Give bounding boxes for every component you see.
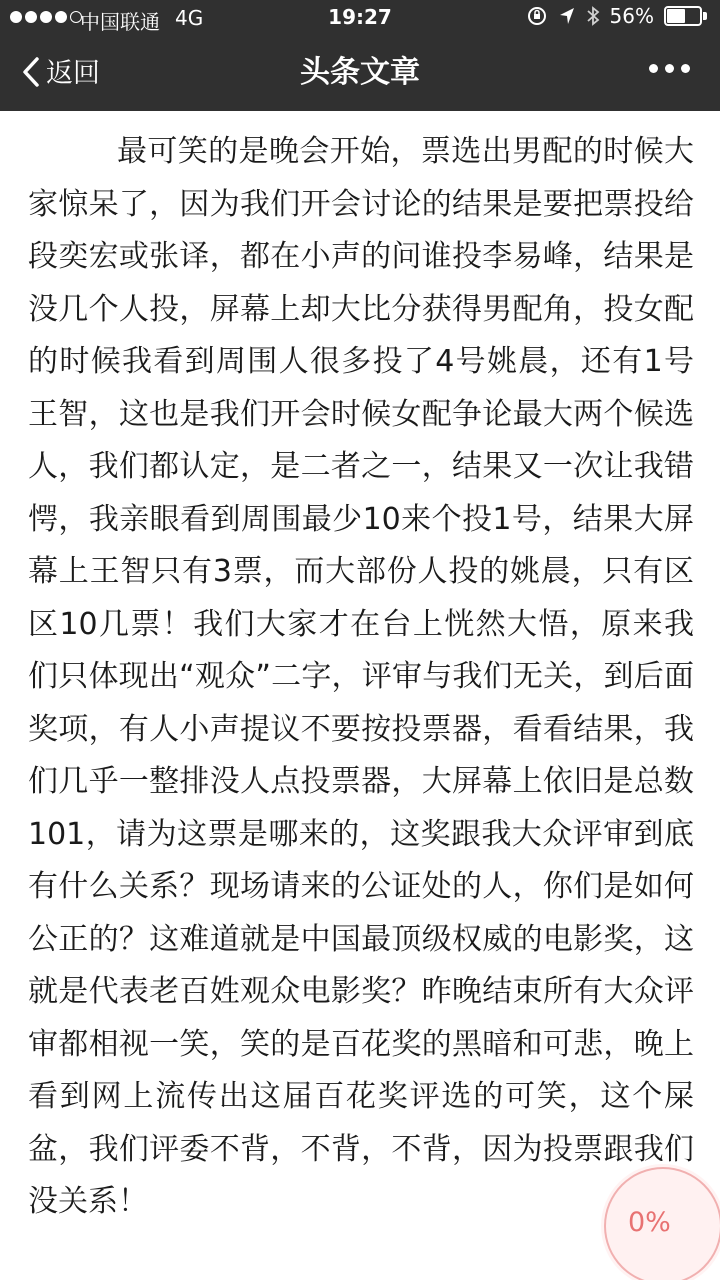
progress-bubble[interactable] [604, 1167, 720, 1280]
status-bar [0, 0, 720, 38]
bluetooth-icon [586, 5, 600, 27]
location-arrow-icon [558, 6, 576, 26]
battery-percent: 56% [609, 4, 654, 28]
navigation-bar [0, 38, 720, 111]
page-title: 头条文章 [300, 55, 420, 90]
back-label: 返回 [46, 58, 100, 89]
top-bar [0, 0, 720, 111]
article-content [28, 126, 694, 1229]
battery-icon [664, 6, 708, 26]
more-dots-icon[interactable] [649, 64, 690, 73]
article-body: 最可笑的是晚会开始，票选出男配的时候大家惊呆了，因为我们开会讨论的结果是要把票投给段奕宏或张译，都在小声的问谁投李易峰，结果是没几个人投，屏幕上却大比分获得男配角，投女配的时候我看到周围人很多投了4号姚晨，还有1号王智，这也是我们开会时候女配争论最大两个候选人，我们都认定，是二者之一，结果又一次让我错愕，我亲眼看到周围最少10来个投1号，结果大屏幕上王智只有3票，而大部份人投的姚晨，只有区区10几票！我们大家才在台上恍然大悟，原来我们只体现出“观众”二字，评审与我们无关，到后面奖项，有人小声提议不要按投票器，看看结果，我们几乎一整排没人点投票器，大屏幕上依旧是总数101，请为这票是哪来的，这奖跟我大众评审到底有什么关系？现场请来的公证处的人，你们是如何公正的？这难道就是中国最顶级权威的电影奖，这就是代表老百姓观众电影奖？昨晚结束所有大众评审都相视一笑，笑的是百花奖的黑暗和可悲，晚上看到网上流传出这届百花奖评选的可笑，这个屎盆，我们评委不背，不背，不背，因为投票跟我们没关系！ [28, 134, 694, 1219]
carrier-name: 中国联通 [80, 10, 160, 34]
network-type: 4G [175, 6, 204, 30]
status-icons [526, 4, 708, 28]
progress-label: 0% [628, 1207, 671, 1238]
status-time: 19:27 [328, 5, 392, 29]
orientation-lock-icon [526, 5, 548, 27]
